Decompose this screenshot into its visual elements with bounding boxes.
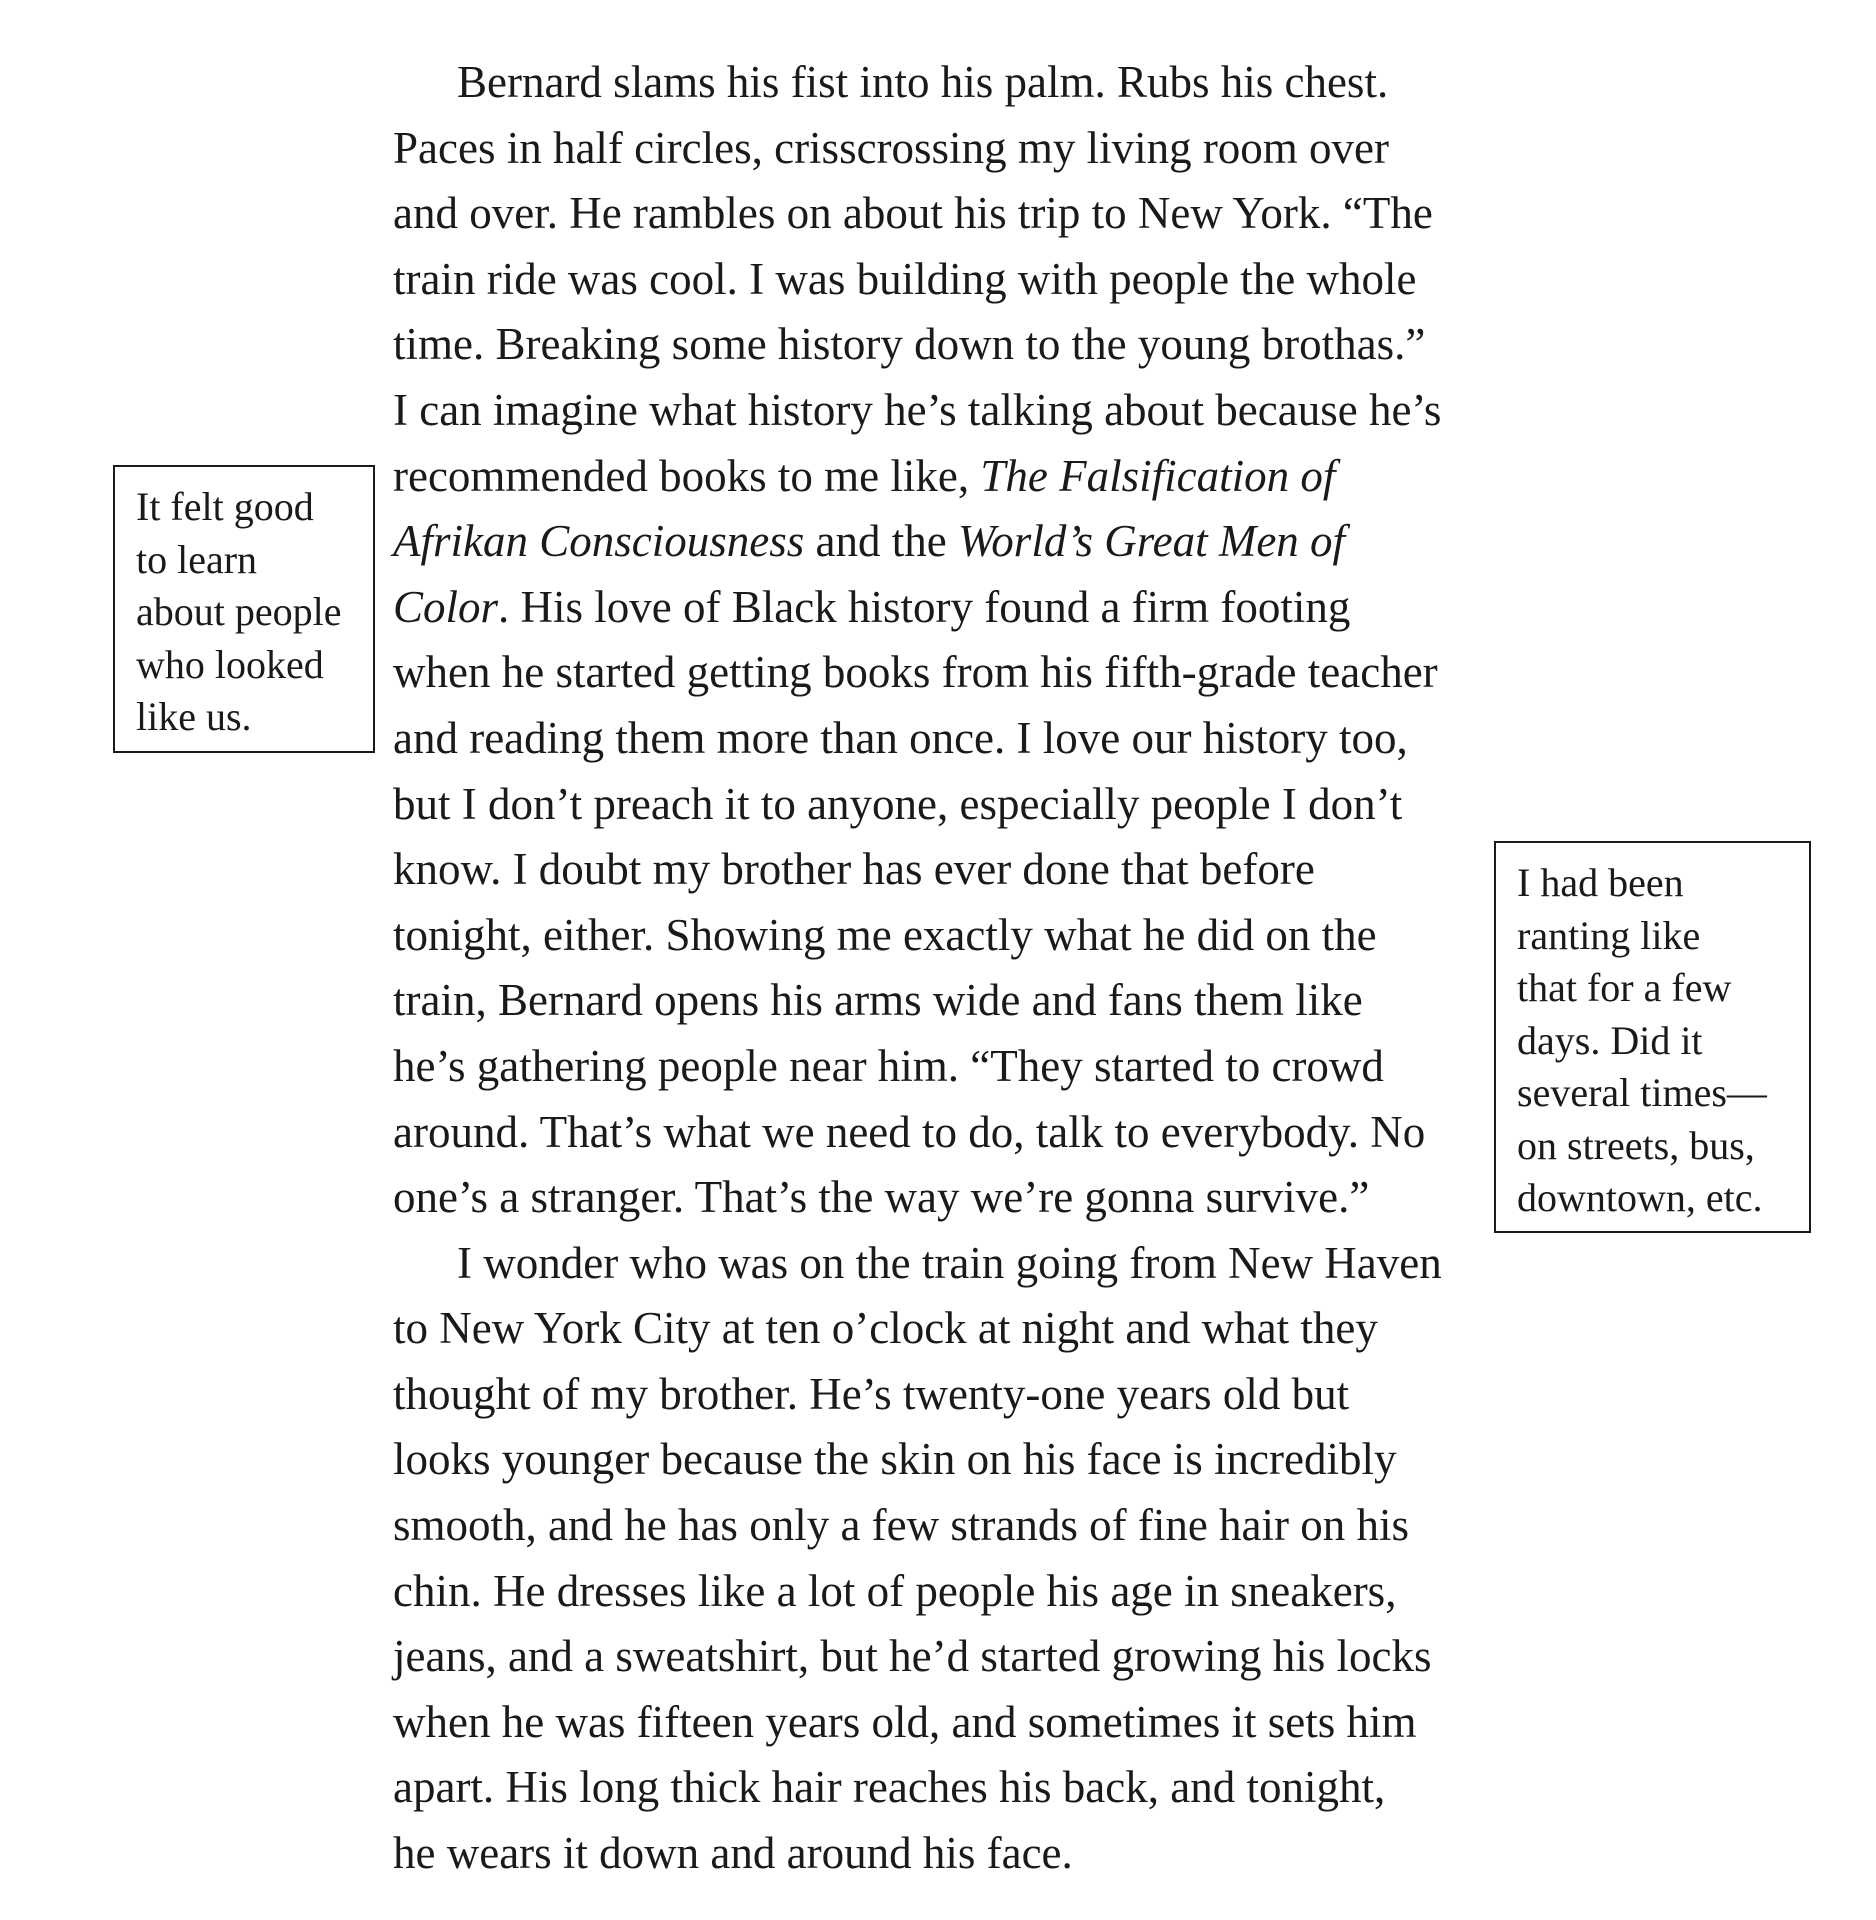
book-title-italic: The Falsification of bbox=[980, 450, 1336, 501]
text-line: apart. His long thick hair reaches his back, and tonight, bbox=[393, 1762, 1386, 1813]
text-line bbox=[393, 509, 1523, 575]
text-line: Bernard slams his fist into his palm. Rubs his chest. bbox=[457, 57, 1389, 107]
text-line: thought of my brother. He’s twenty-one years old but bbox=[393, 1368, 1350, 1419]
note-line: on streets, bus, bbox=[1517, 1122, 1755, 1168]
body-text bbox=[393, 50, 1523, 1887]
text-line: tonight, either. Showing me exactly what he did on the bbox=[393, 909, 1377, 960]
text-line: and reading them more than once. I love our history too, bbox=[393, 712, 1408, 763]
text-line: when he started getting books from his fifth-grade teacher bbox=[393, 647, 1438, 698]
text-line: around. That’s what we need to do, talk to everybody. No bbox=[393, 1106, 1426, 1157]
text-line: know. I doubt my brother has ever done that before bbox=[393, 844, 1315, 895]
text-line: jeans, and a sweatshirt, but he’d started growing his locks bbox=[393, 1631, 1432, 1682]
text-line: one’s a stranger. That’s the way we’re gonna survive.” bbox=[393, 1172, 1370, 1223]
book-title-italic: World’s Great Men of bbox=[957, 516, 1346, 567]
note-line: I had been bbox=[1517, 860, 1684, 905]
text-line: I can imagine what history he’s talking about because he’s bbox=[393, 384, 1442, 435]
text-line: smooth, and he has only a few strands of fine hair on his bbox=[393, 1500, 1410, 1551]
text-line: looks younger because the skin on his face is incredibly bbox=[393, 1434, 1397, 1485]
text-line: train, Bernard opens his arms wide and fans them like bbox=[393, 975, 1363, 1026]
text-line: when he was fifteen years old, and sometimes it sets him bbox=[393, 1696, 1417, 1747]
text-line: chin. He dresses like a lot of people his age in sneakers, bbox=[393, 1565, 1397, 1616]
text-line bbox=[393, 575, 1523, 641]
book-title-italic: Afrikan Consciousness bbox=[393, 516, 805, 567]
note-line: about people bbox=[136, 589, 342, 634]
text-line: Paces in half circles, crisscrossing my living room over bbox=[393, 122, 1390, 173]
text-line: but I don’t preach it to anyone, especially people I don’t bbox=[393, 778, 1403, 829]
text-segment: . His love of Black history found a firm footing bbox=[498, 581, 1351, 632]
text-segment: recommended books to me like, bbox=[393, 450, 981, 501]
book-title-italic: Color bbox=[393, 581, 499, 632]
text-line: I wonder who was on the train going from New Haven bbox=[457, 1237, 1442, 1288]
text-line: he’s gathering people near him. “They started to crowd bbox=[393, 1040, 1384, 1091]
note-line: days. Did it bbox=[1517, 1017, 1703, 1063]
margin-note-left bbox=[113, 465, 375, 753]
margin-note-right bbox=[1494, 841, 1811, 1233]
note-line: to learn bbox=[136, 536, 258, 582]
note-line: several times— bbox=[1517, 1070, 1767, 1115]
note-line: downtown, etc. bbox=[1517, 1175, 1763, 1220]
note-line: that for a few bbox=[1517, 965, 1732, 1010]
note-line: who looked bbox=[136, 641, 324, 687]
text-line: train ride was cool. I was building with people the whole bbox=[393, 253, 1417, 304]
text-line: and over. He rambles on about his trip to New York. “The bbox=[393, 188, 1433, 239]
note-line: like us. bbox=[136, 694, 252, 739]
text-line bbox=[393, 444, 1523, 510]
text-line: time. Breaking some history down to the young brothas.” bbox=[393, 319, 1426, 370]
text-segment: and the bbox=[804, 516, 958, 567]
note-line: ranting like bbox=[1517, 912, 1701, 958]
text-line: he wears it down and around his face. bbox=[393, 1828, 1073, 1879]
text-line: to New York City at ten o’clock at night and what they bbox=[393, 1303, 1378, 1354]
note-line: It felt good bbox=[136, 484, 314, 529]
